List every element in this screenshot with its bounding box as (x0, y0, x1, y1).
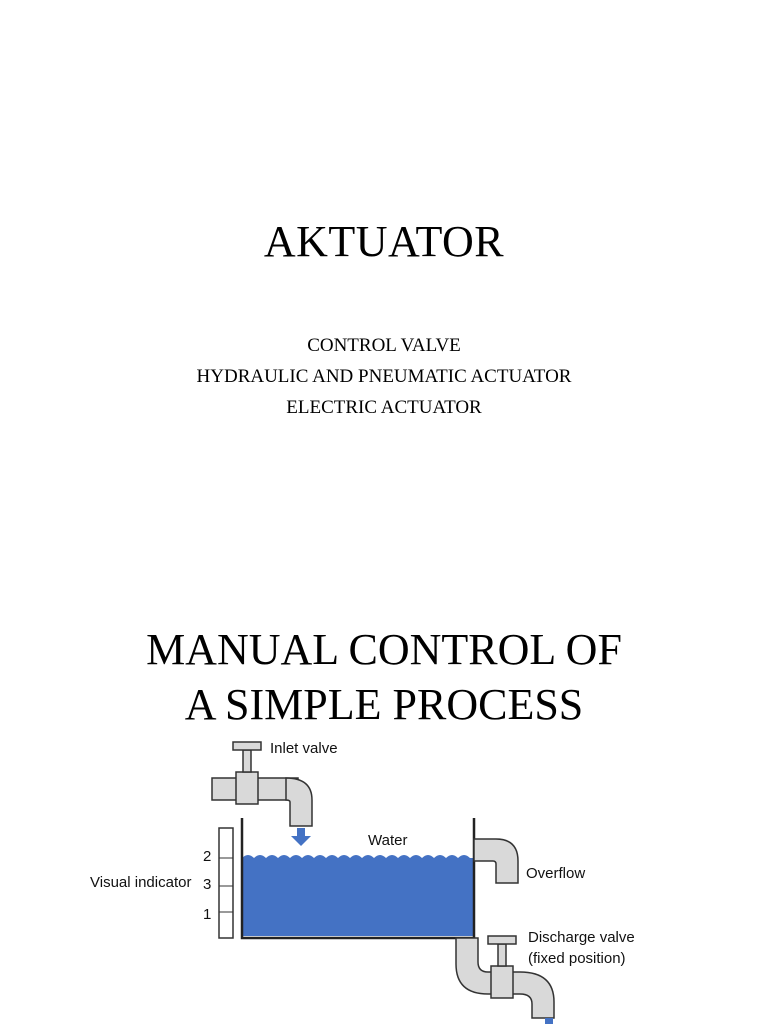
slide-title: AKTUATOR (263, 217, 505, 266)
gauge-mark-1: 1 (203, 906, 212, 923)
visual-indicator-gauge (219, 828, 233, 938)
subtitle-item-control-valve: CONTROL VALVE (307, 335, 461, 356)
subtitle-item-hydraulic-pneumatic: HYDRAULIC AND PNEUMATIC ACTUATOR (196, 366, 572, 387)
water-wave-surface (242, 855, 474, 864)
subtitle-list (0, 330, 768, 423)
tank-process-diagram (0, 728, 768, 1024)
slide2-title-line1: MANUAL CONTROL OF (146, 625, 622, 674)
slide2-title-line2: A SIMPLE PROCESS (184, 680, 584, 729)
inlet-valve-body (236, 772, 258, 804)
inlet-valve-handwheel (233, 742, 261, 750)
discharge-valve-label-line1: Discharge valve (528, 929, 635, 946)
overflow-label: Overflow (526, 865, 586, 882)
discharge-valve-handwheel (488, 936, 516, 944)
flow-arrow-icon (291, 828, 311, 846)
tank-water (242, 858, 474, 936)
discharge-valve-body (491, 966, 513, 998)
subtitle-item-electric: ELECTRIC ACTUATOR (286, 397, 482, 418)
slide2-title (0, 622, 768, 732)
discharge-valve-stem (498, 944, 506, 966)
gauge-mark-3: 3 (203, 876, 212, 893)
diagram-svg (0, 728, 768, 1024)
inlet-pipe-elbow (286, 778, 312, 826)
outflow-arrow-icon (545, 1018, 553, 1024)
gauge-mark-2: 2 (203, 848, 212, 865)
inlet-valve-label: Inlet valve (270, 740, 338, 757)
overflow-pipe (474, 839, 518, 883)
visual-indicator-label: Visual indicator (90, 874, 192, 891)
inlet-valve-stem (243, 750, 251, 772)
discharge-valve-label-line2: (fixed position) (528, 950, 626, 967)
water-label: Water (368, 832, 408, 849)
